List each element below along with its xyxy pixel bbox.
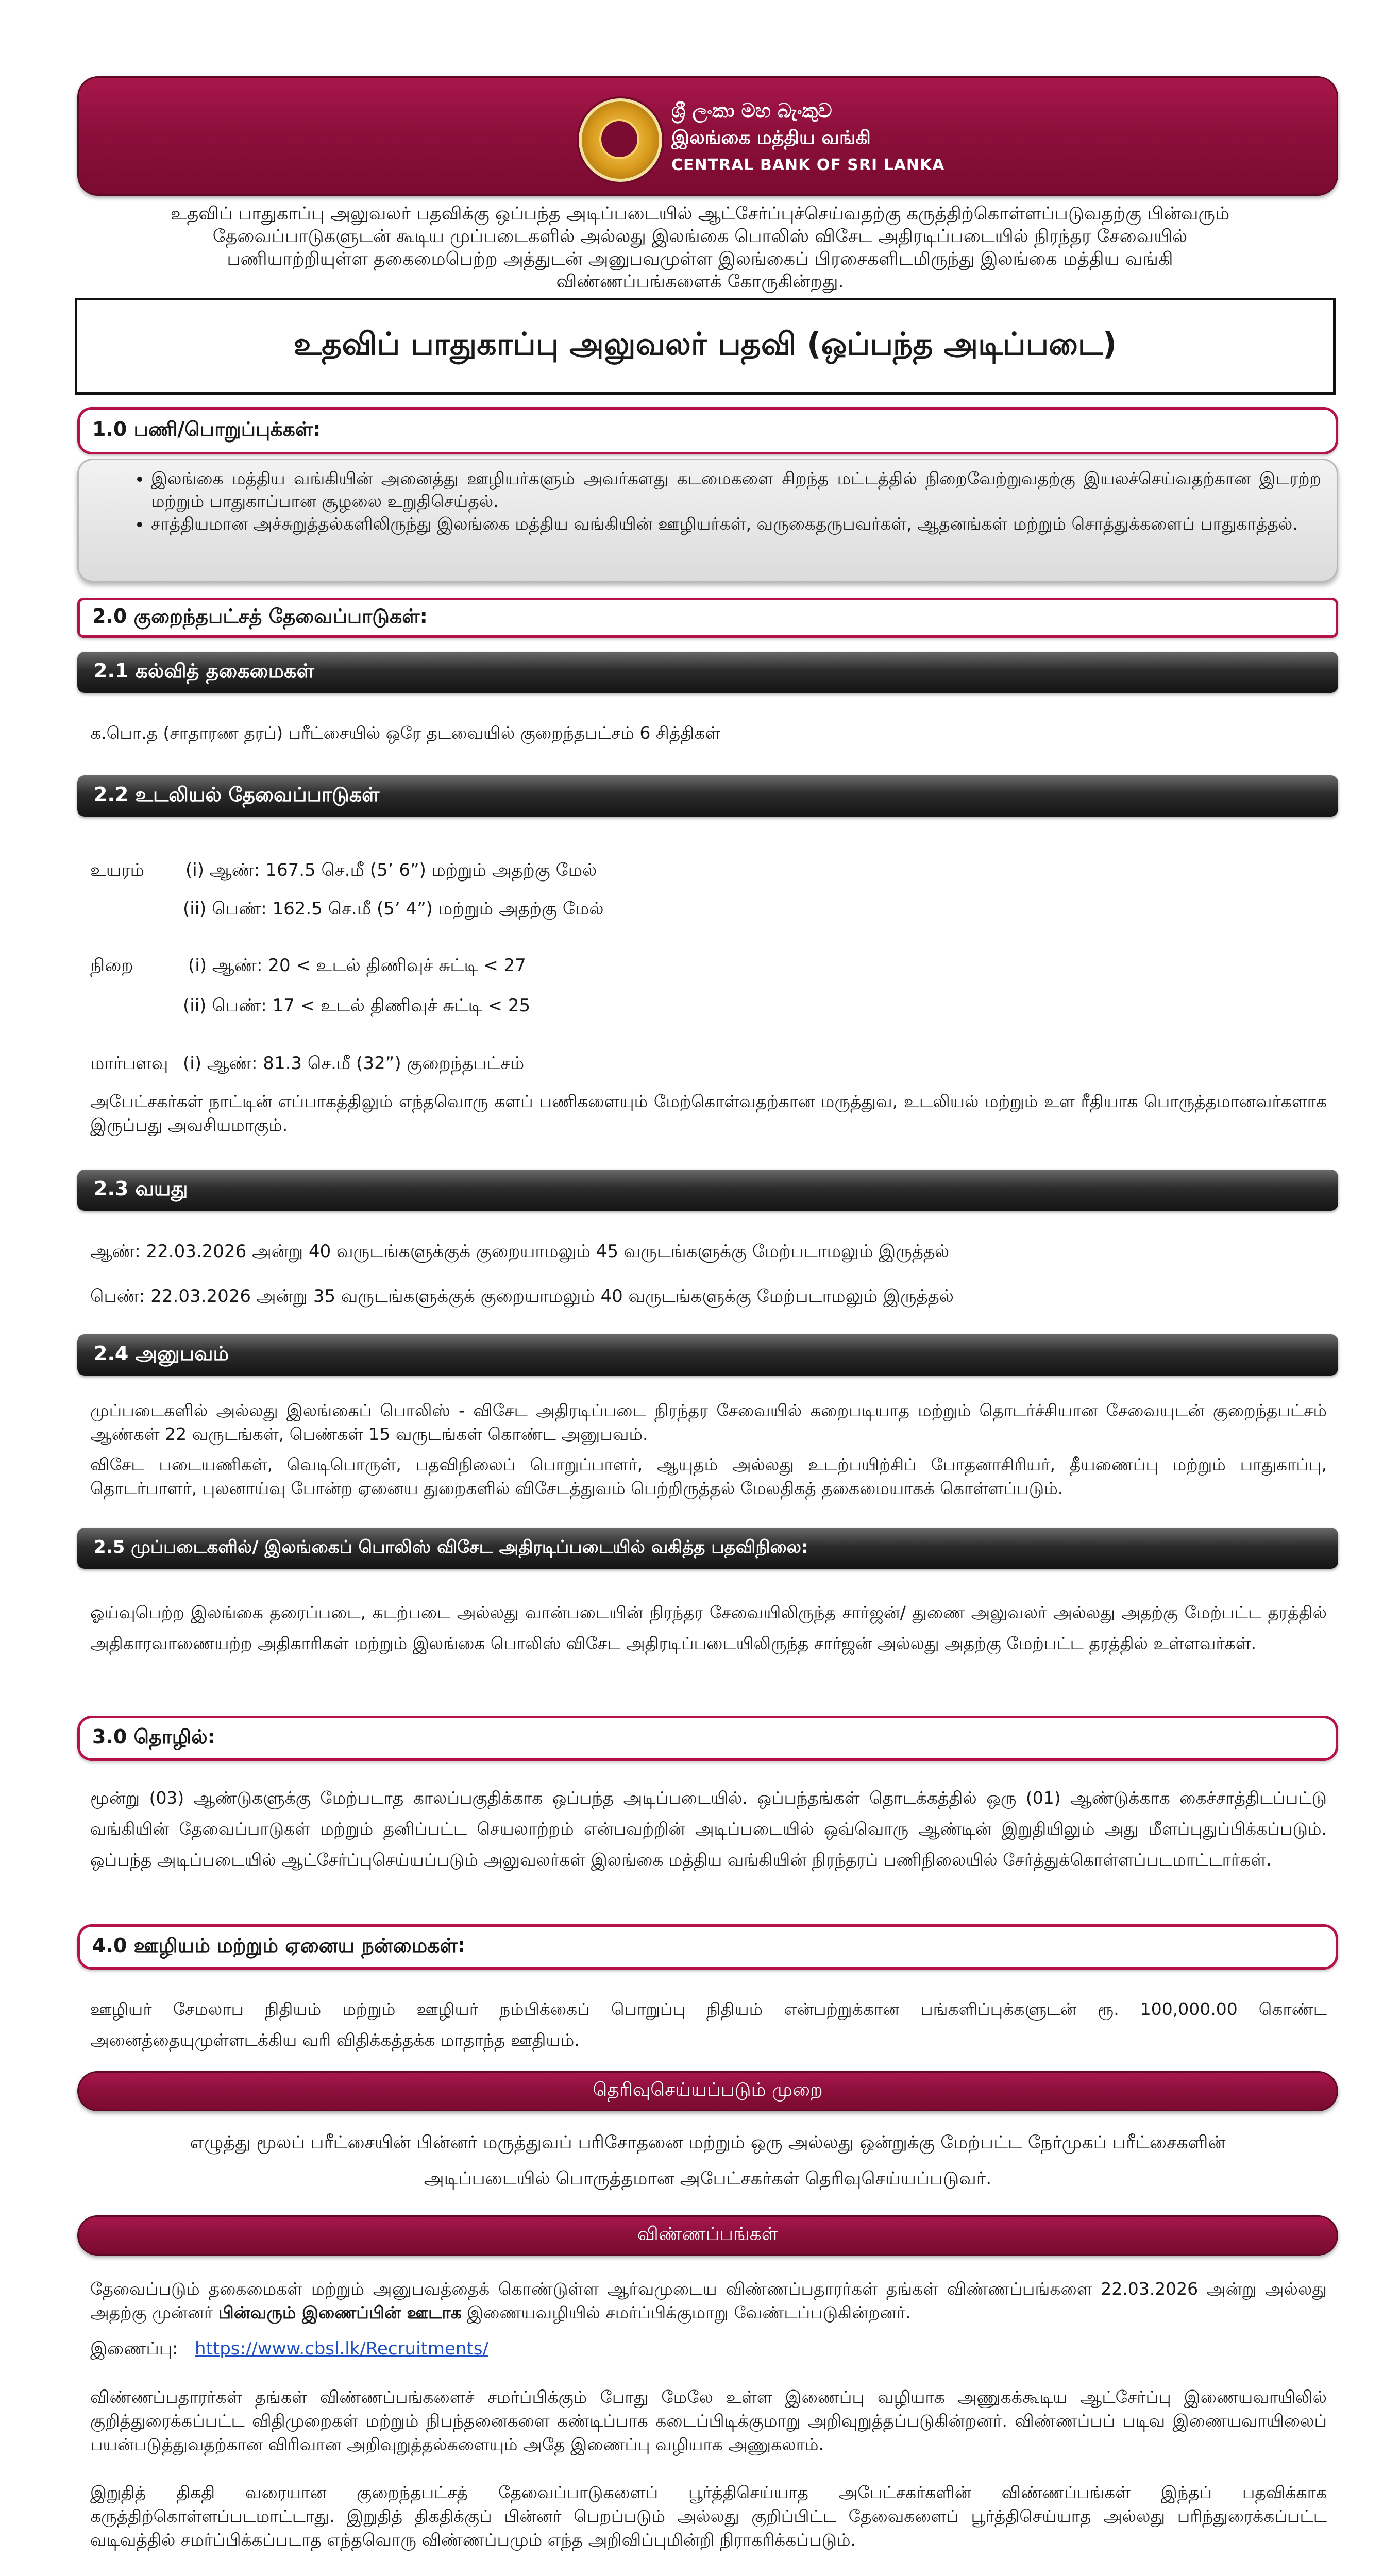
section-2-heading-text: 2.0 குறைந்தபட்சத் தேவைப்பாடுகள்: (92, 605, 428, 628)
section-2-4-bar (77, 1334, 1338, 1376)
employment-text: மூன்று (03) ஆண்டுகளுக்கு மேற்படாத காலப்பகுதிக்காக ஒப்பந்த அடிப்படையில். ஒப்பந்தங்கள் தொடக்கத்தில் ஒரு (01) ஆண்டுக்காக கைச்சாத்திடப்பட்டு வங்கியின் தேவைப்பாடுகள் மற்றும் தனிப்பட்ட செயலாற்றம் என்பவற்றின் அடிப்படையில் ஒவ்வொரு ஆண்டின் இறுதியிலும் அது மீளப்புதுப்பிக்கப்படும். ஒப்பந்த அடிப்படையில் ஆட்சேர்ப்புசெய்யப்படும் அலுவலர்கள் இலங்கை மத்திய வங்கியின் நிரந்தரப் பணிநிலையில் சேர்த்துக்கொள்ளப்படமாட்டார்கள். (90, 1788, 1327, 1870)
applications-heading: விண்ணப்பங்கள் (637, 2224, 779, 2245)
section-2-5-heading: 2.5 முப்படைகளில்/ இலங்கைப் பொலிஸ் விசேட அதிரடிப்படையில் வகித்த பதவிநிலை: (94, 1537, 808, 1557)
experience-para-2: விசேட படையணிகள், வெடிபொருள், பதவிநிலைப் பொறுப்பாளர், ஆயுதம் அல்லது உடற்பயிற்சிப் போதனாசிரியர், தீயணைப்பு மற்றும் பாதுகாப்பு, தொடர்பாளர், புலனாய்வு போன்ற ஏனைய துறைகளில் விசேடத்துவம் பெற்றிருத்தல் மேலதிகத் தகைமையாகக் கொள்ளப்படும். (90, 1454, 1327, 1498)
section-2-4-heading: 2.4 அனுபவம் (94, 1342, 229, 1365)
section-1-heading-text: 1.0 பணி/பொறுப்புக்கள்: (92, 418, 321, 440)
duties-list (79, 467, 1337, 535)
applications-heading-bar (77, 2215, 1338, 2256)
selection-heading-bar (77, 2071, 1338, 2111)
applications-para-1 (90, 2277, 1327, 2325)
central-bank-seal-icon (579, 98, 662, 182)
section-2-2-heading: 2.2 உடலியல் தேவைப்பாடுகள் (94, 783, 380, 806)
age-male: ஆண்: 22.03.2026 அன்று 40 வருடங்களுக்குக் குறையாமலும் 45 வருடங்களுக்கு மேற்படாமலும் இருத்தல் (90, 1241, 950, 1262)
section-2-1-bar (77, 652, 1338, 693)
height-male: (i) ஆண்: 167.5 செ.மீ (5’ 6”) மற்றும் அதற்கு மேல் (185, 860, 597, 880)
section-2-3-heading: 2.3 வயது (94, 1177, 188, 1200)
bank-name-sinhala: ශ්‍රී ලංකා මහ බැංකුව (671, 99, 832, 122)
section-4-heading (77, 1924, 1338, 1970)
duty-item: • இலங்கை மத்திய வங்கியின் அனைத்து ஊழியர்களும் அவர்களது கடமைகளை சிறந்த மட்டத்தில் நிறைவேற்றுவதற்கு இயலச்செய்வதற்கான இடரற்ற மற்றும் பாதுகாப்பான சூழலை உறுதிசெய்தல். (151, 467, 1337, 513)
section-2-3-bar (77, 1170, 1338, 1211)
page-title: உதவிப் பாதுகாப்பு அலுவலர் பதவி (ஒப்பந்த அடிப்படை) (75, 298, 1336, 395)
section-3-heading-text: 3.0 தொழில்: (92, 1725, 215, 1748)
applications-para-2: விண்ணப்பதாரர்கள் தங்கள் விண்ணப்பங்களைச் சமர்ப்பிக்கும் போது மேலே உள்ள இணைப்பு வழியாக அணுகக்கூடிய ஆட்சேர்ப்பு இணையவாயிலில் குறித்துரைக்கப்பட்ட விதிமுறைகள் மற்றும் நிபந்தனைகளை கண்டிப்பாக கடைப்பிடிக்குமாறு அறிவுறுத்தப்படுகின்றனர். விண்ணப்பப் படிவ இணையவாயிலைப் பயன்படுத்துவதற்கான விரிவான அறிவுறுத்தல்களையும் அதே இணைப்பு வழியாக அணுகலாம். (90, 2387, 1327, 2454)
height-female: (ii) பெண்: 162.5 செ.மீ (5’ 4”) மற்றும் அதற்கு மேல் (183, 899, 604, 919)
experience-para-1: முப்படைகளில் அல்லது இலங்கைப் பொலிஸ் - விசேட அதிரடிப்படை நிரந்தர சேவையில் கறைபடியாத மற்றும் தொடர்ச்சியான சேவையுடன் குறைந்தபட்சம் ஆண்கள் 22 வருடங்கள், பெண்கள் 15 வருடங்கள் கொண்ட அனுபவம். (90, 1400, 1327, 1444)
applications-para-1-end: இணையவழியில் சமர்ப்பிக்குமாறு வேண்டப்படுகின்றனர். (461, 2302, 911, 2323)
physical-note: அபேட்சகர்கள் நாட்டின் எப்பாகத்திலும் எந்தவொரு களப் பணிகளையும் மேற்கொள்வதற்கான மருத்துவ, உடலியல் மற்றும் உள ரீதியாக பொருத்தமானவர்களாக இருப்பது அவசியமாகும். (90, 1091, 1327, 1135)
header-banner (77, 76, 1338, 196)
intro-paragraph: உதவிப் பாதுகாப்பு அலுவலர் பதவிக்கு ஒப்பந்த அடிப்படையில் ஆட்சேர்ப்புச்செய்வதற்கு கருத்திற்கொள்ளப்படுவதற்கு பின்வரும் தேவைப்பாடுகளுடன் கூடிய முப்படைகளில் அல்லது இலங்கை பொலிஸ் விசேட அதிரடிப்படையில் நிரந்தர சேவையில் பணியாற்றியுள்ள தகைமைபெற்ற அத்துடன் அனுபவமுள்ள இலங்கைப் பிரசைகளிடமிருந்து இலங்கை மத்திய வங்கி விண்ணப்பங்களைக் கோருகின்றது. (170, 204, 1230, 292)
section-3-heading (77, 1716, 1338, 1761)
section-2-1-heading: 2.1 கல்வித் தகைமைகள் (94, 659, 314, 682)
weight-female: (ii) பெண்: 17 < உடல் திணிவுச் சுட்டி < 25 (183, 995, 531, 1016)
section-2-5-bar (77, 1528, 1338, 1569)
selection-heading: தெரிவுசெய்யப்படும் முறை (593, 2079, 823, 2100)
recruitment-link[interactable]: https://www.cbsl.lk/Recruitments/ (195, 2338, 488, 2359)
chest-label: மார்பளவு (90, 1053, 168, 1074)
rank-requirement: ஓய்வுபெற்ற இலங்கை தரைப்படை, கடற்படை அல்லது வான்படையின் நிரந்தர சேவையிலிருந்த சார்ஜன்/ துணை அலுவலர் அல்லது அதற்கு மேற்பட்ட தரத்தில் அதிகாரவாணையற்ற அதிகாரிகள் மற்றும் இலங்கை பொலிஸ் விசேட அதிரடிப்படையிலிருந்த சார்ஜன் அல்லது அதற்கு மேற்பட்ட தரத்தில் உள்ளவர்கள். (90, 1602, 1327, 1653)
link-row (90, 2336, 488, 2361)
section-1-heading (77, 407, 1338, 454)
weight-male: (i) ஆண்: 20 < உடல் திணிவுச் சுட்டி < 27 (188, 955, 526, 976)
applications-para-3: இறுதித் திகதி வரையான குறைந்தபட்சத் தேவைப்பாடுகளைப் பூர்த்திசெய்யாத அபேட்சகர்களின் விண்ணப்பங்கள் இந்தப் பதவிக்காக கருத்திற்கொள்ளப்படமாட்டாது. இறுதித் திகதிக்குப் பின்னர் பெறப்படும் அல்லது குறிப்பிட்ட தேவைகளைப் பூர்த்திசெய்யாத அல்லது பரிந்துரைக்கப்பட்ட வடிவத்தில் சமர்ப்பிக்கப்படாத எந்தவொரு விண்ணப்பமும் எந்த அறிவிப்புமின்றி நிராகரிக்கப்படும். (90, 2482, 1327, 2550)
bank-name-tamil: இலங்கை மத்திய வங்கி (671, 127, 871, 148)
bank-name-english: CENTRAL BANK OF SRI LANKA (671, 156, 945, 174)
duty-item: • சாத்தியமான அச்சுறுத்தல்களிலிருந்து இலங்கை மத்திய வங்கியின் ஊழியர்கள், வருகைதருபவர்கள், ஆதனங்கள் மற்றும் சொத்துக்களைப் பாதுகாத்தல். (151, 513, 1337, 535)
chest-male: (i) ஆண்: 81.3 செ.மீ (32”) குறைந்தபட்சம் (183, 1053, 525, 1074)
section-2-heading (77, 598, 1338, 638)
section-2-2-bar (77, 775, 1338, 817)
salary-text: ஊழியர் சேமலாப நிதியம் மற்றும் ஊழியர் நம்பிக்கைப் பொறுப்பு நிதியம் என்பற்றுக்கான பங்களிப்புக்களுடன் ரூ. 100,000.00 கொண்ட அனைத்தையுமுள்ளடக்கிய வரி விதிக்கத்தக்க மாதாந்த ஊதியம். (90, 1999, 1327, 2050)
age-female: பெண்: 22.03.2026 அன்று 35 வருடங்களுக்குக் குறையாமலும் 40 வருடங்களுக்கு மேற்படாமலும் இருத்தல் (90, 1286, 954, 1307)
section-1-panel (77, 459, 1338, 582)
selection-line-2: அடிப்படையில் பொருத்தமான அபேட்சகர்கள் தெரிவுசெய்யப்படுவர். (424, 2168, 992, 2189)
selection-line-1: எழுத்து மூலப் பரீட்சையின் பின்னர் மருத்துவப் பரிசோதனை மற்றும் ஒரு அல்லது ஒன்றுக்கு மேற்பட்ட நேர்முகப் பரீட்சைகளின் (190, 2132, 1226, 2153)
applications-para-1-bold: பின்வரும் இணைப்பின் ஊடாக (218, 2302, 462, 2323)
education-requirement: க.பொ.த (சாதாரண தரப்) பரீட்சையில் ஒரே தடவையில் குறைந்தபட்சம் 6 சித்திகள் (90, 723, 721, 743)
section-4-heading-text: 4.0 ஊழியம் மற்றும் ஏனைய நன்மைகள்: (92, 1934, 465, 1957)
applications-para-1-start: தேவைப்படும் தகைமைகள் மற்றும் அனுபவத்தைக் கொண்டுள்ள ஆர்வமுடைய விண்ணப்பதாரர்கள் தங்கள் விண்ணப்பங்களை 22.03.2026 அன்று அல்லது அதற்கு முன்னர் (90, 2279, 1327, 2323)
weight-label: நிறை (90, 955, 133, 976)
height-label: உயரம் (90, 860, 144, 880)
link-label: இணைப்பு: (90, 2338, 178, 2359)
